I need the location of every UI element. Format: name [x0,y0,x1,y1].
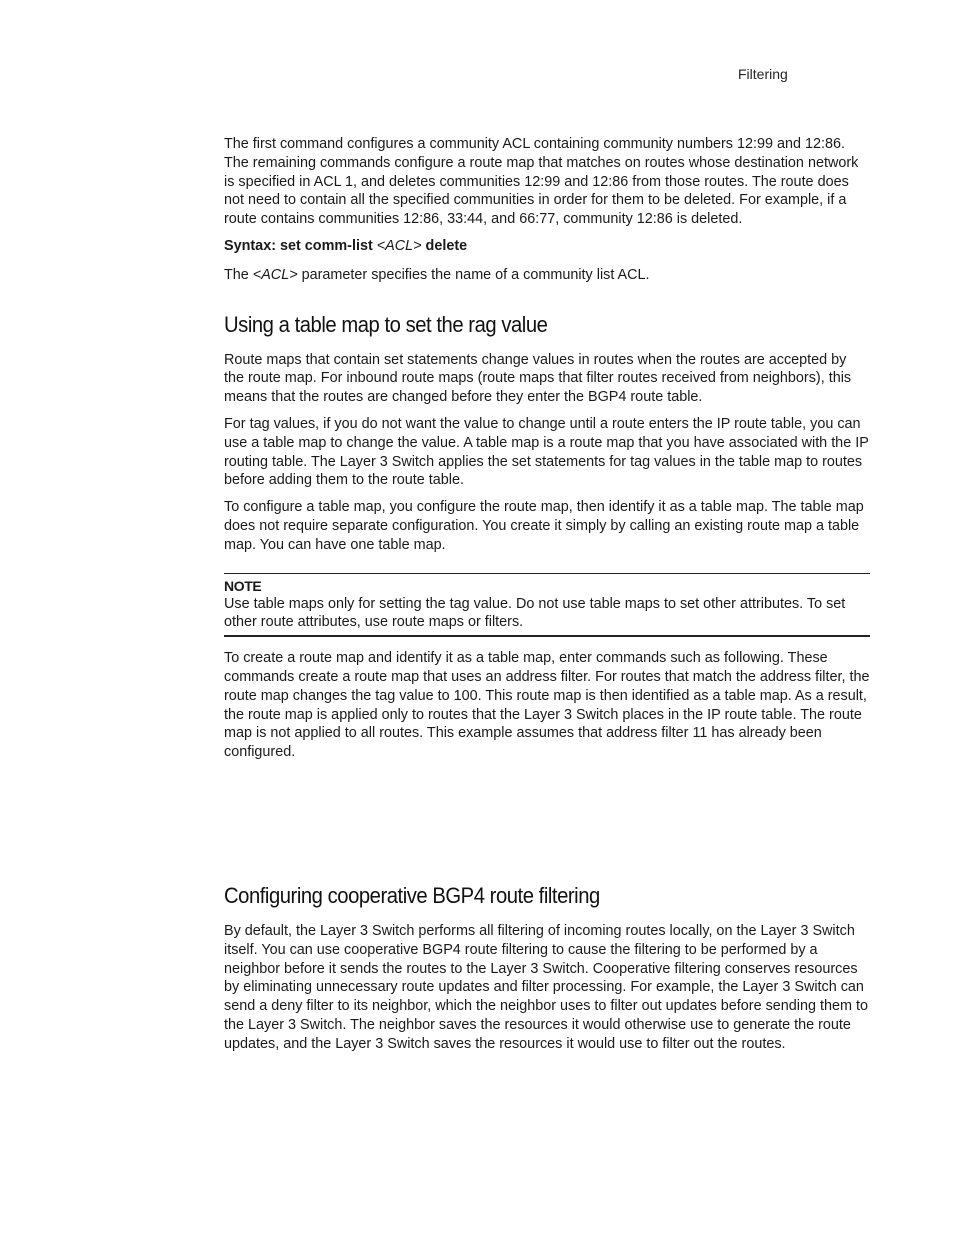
syntax-line [224,237,870,256]
table-map-paragraph-4: To create a route map and identify it as a table map, enter commands such as following. These commands create a route map that uses an address filter. For routes that match the address filter, the route map changes the tag value to 100. This route map is then identified as a table map. As a result, the route map is applied only to routes that the Layer 3 Switch places in the IP route table. The route map is not applied to all routes. This example assumes that address filter 11 has already been configured. [224,650,870,761]
example-spacer [224,770,870,882]
note-box [224,573,870,638]
section-heading-table-map: Using a table map to set the rag value [224,311,548,337]
page-content [224,135,870,1062]
intro-paragraph: The first command configures a community ACL containing community numbers 12:99 and 12:86. The remaining commands configure a route map that matches on routes whose destination network is specified in ACL 1, and deletes communities 12:99 and 12:86 from those routes. The route does not need to contain all the specified communities in order for them to be deleted. For example, if a route contains communities 12:86, 33:44, and 66:77, community 12:86 is deleted. [224,136,859,228]
syntax-command: Syntax: set comm-list [224,237,377,254]
note-label: NOTE [224,577,262,594]
table-map-paragraph-3: To configure a table map, you configure the route map, then identify it as a table map. The table map does not require separate configuration. You create it simply by calling an existing route map a table map. You can have one table map. [224,499,864,553]
section-heading-cooperative-filtering: Configuring cooperative BGP4 route filtering [224,882,600,908]
syntax-keyword: delete [421,237,468,254]
syntax-parameter: <ACL> [376,237,422,254]
parameter-name: <ACL> [252,266,298,283]
parameter-description-suffix: parameter specifies the name of a community list ACL. [297,266,650,283]
running-header: Filtering [738,66,788,82]
parameter-description-prefix: The [224,266,253,283]
parameter-description [224,266,870,285]
cooperative-filtering-paragraph: By default, the Layer 3 Switch performs all filtering of incoming routes locally, on the Layer 3 Switch itself. You can use cooperative BGP4 route filtering to cause the filtering to be performed by a neighbor before it sends the routes to the Layer 3 Switch. Cooperative filtering conserves resources by eliminating unnecessary route updates and filter processing. For example, the Layer 3 Switch can send a deny filter to its neighbor, which the neighbor uses to filter out updates before sending them to the Layer 3 Switch. The neighbor saves the resources it would otherwise use to generate the route updates, and the Layer 3 Switch saves the resources it would use to filter out the routes. [224,922,868,1052]
table-map-paragraph-1: Route maps that contain set statements change values in routes when the routes are accepted by the route map. For inbound route maps (route maps that filter routes received from neighbors), this means that the routes are changed before they enter the BGP4 route table. [224,351,852,406]
table-map-paragraph-2: For tag values, if you do not want the value to change until a route enters the IP route table, you can use a table map to change the value. A table map is a route map that you have associated with the IP routing table. The Layer 3 Switch applies the set statements for tag values in the table map to routes before adding them to the route table. [224,415,869,489]
note-text: Use table maps only for setting the tag value. Do not use table maps to set other attributes. To set other route attributes, use route maps or filters. [224,595,846,631]
